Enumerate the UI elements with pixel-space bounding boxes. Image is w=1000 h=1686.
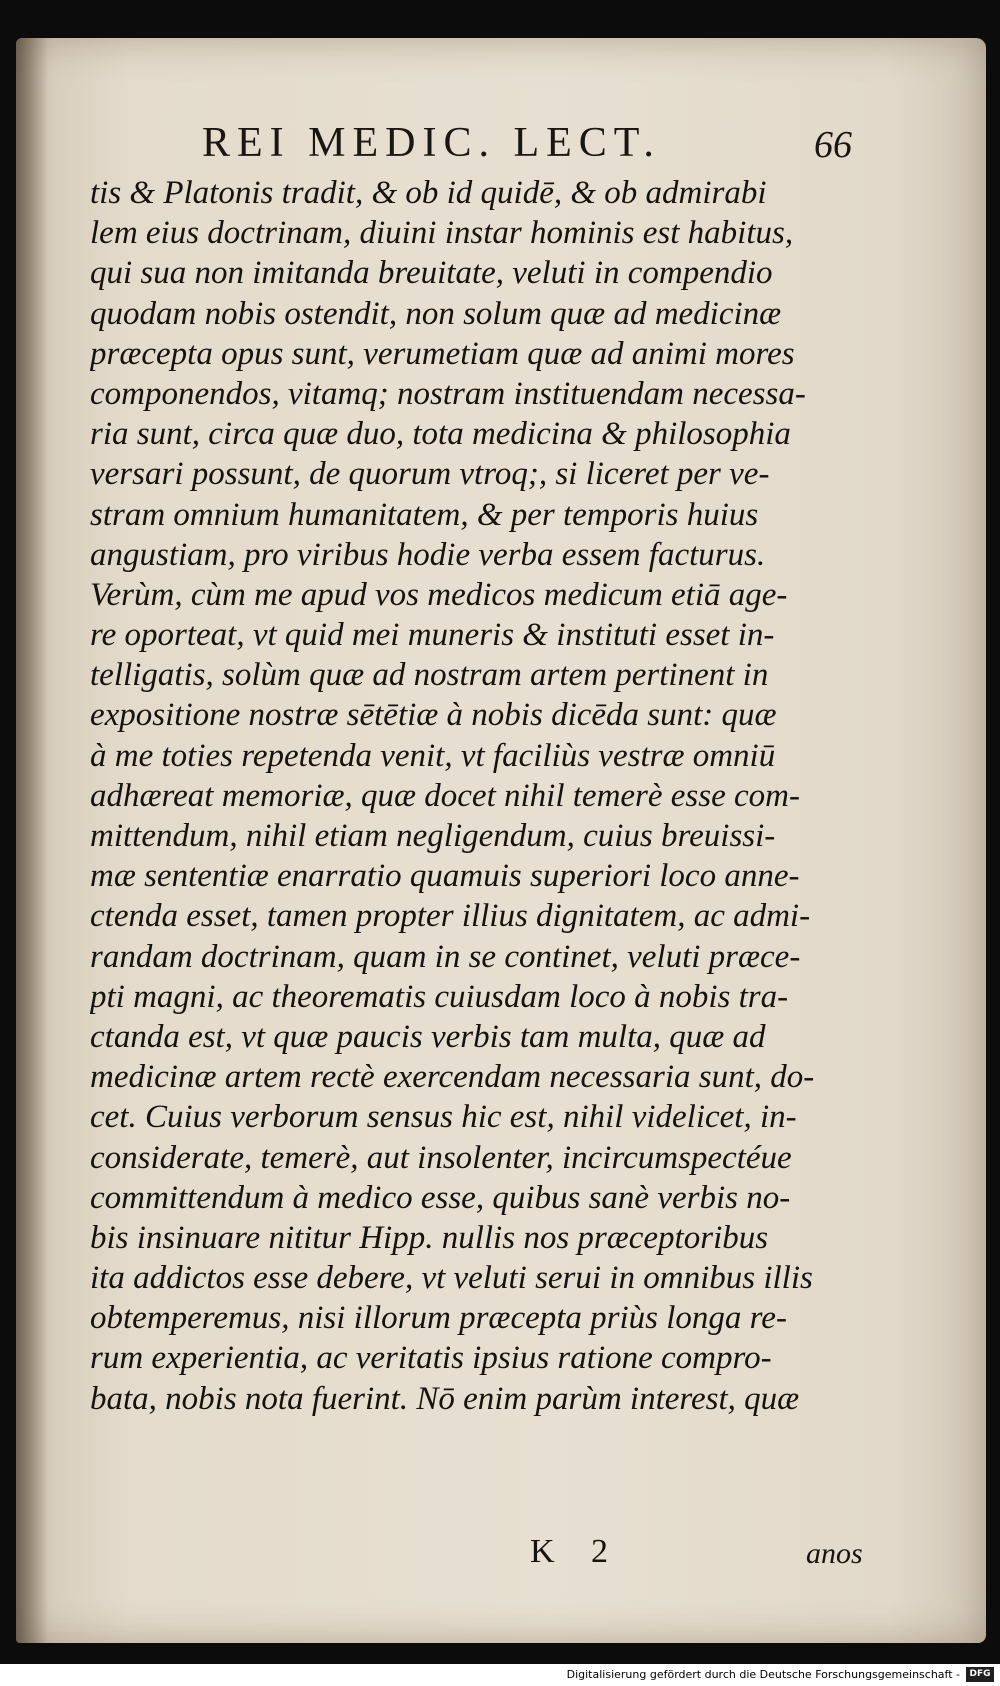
body-text	[90, 173, 876, 1419]
text-line: expositione nostræ sētētiæ à nobis dicēda sunt: quæ	[90, 697, 777, 734]
text-line: componendos, vitamq; nostram instituendam necessa-	[90, 375, 806, 412]
text-line: committendum à medico esse, quibus sanè verbis no-	[90, 1179, 791, 1216]
text-line: considerate, temerè, aut insolenter, incircumspectéue	[90, 1139, 792, 1176]
text-line: randam doctrinam, quam in se continet, veluti præce-	[90, 938, 801, 975]
text-line: tis & Platonis tradit, & ob id quidē, & ob admirabi	[90, 175, 767, 211]
running-head: REI MEDIC. LECT.	[202, 120, 661, 166]
text-line: stram omnium humanitatem, & per temporis huius	[90, 496, 759, 533]
text-line: Verùm, cùm me apud vos medicos medicum etiā age-	[90, 576, 788, 613]
text-line: obtemperemus, nisi illorum præcepta priùs longa re-	[90, 1300, 787, 1337]
page-header	[16, 118, 986, 168]
text-line: re oporteat, vt quid mei muneris & instituti esset in-	[90, 617, 775, 654]
text-line: à me toties repetenda venit, vt faciliùs vestræ omniū	[90, 737, 776, 774]
text-line: mæ sententiæ enarratio quamuis superiori loco anne-	[90, 858, 800, 895]
text-line: ctanda est, vt quæ paucis verbis tam multa, quæ ad	[90, 1018, 766, 1055]
page-number: 66	[814, 124, 852, 166]
text-line: rum experientia, ac veritatis ipsius ratione compro-	[90, 1340, 772, 1377]
signature-mark: K 2	[530, 1533, 623, 1570]
book-page	[16, 38, 986, 1643]
page-footer	[16, 1530, 986, 1574]
text-line: lem eius doctrinam, diuini instar hominis est habitus,	[90, 215, 794, 252]
text-line: cet. Cuius verborum sensus hic est, nihil videlicet, in-	[90, 1099, 797, 1136]
text-line: versari possunt, de quorum vtroq;, si liceret per ve-	[90, 456, 770, 493]
text-line: bata, nobis nota fuerint. Nō enim parùm interest, quæ	[90, 1380, 800, 1417]
dfg-logo-icon: DFG	[966, 1667, 994, 1682]
text-line: adhæreat memoriæ, quæ docet nihil temerè esse com-	[90, 777, 800, 814]
text-line: angustiam, pro viribus hodie verba essem facturus.	[90, 536, 766, 573]
text-line: bis insinuare nititur Hipp. nullis nos præceptoribus	[90, 1219, 769, 1256]
text-line: medicinæ artem rectè exercendam necessaria sunt, do-	[90, 1059, 815, 1096]
text-line: ita addictos esse debere, vt veluti serui in omnibus illis	[90, 1260, 813, 1297]
text-line: ria sunt, circa quæ duo, tota medicina & philosophia	[90, 416, 791, 453]
text-line: ctenda esset, tamen propter illius dignitatem, ac admi-	[90, 898, 811, 935]
text-line: pti magni, ac theorematis cuiusdam loco à nobis tra-	[90, 978, 789, 1015]
text-line: quodam nobis ostendit, non solum quæ ad medicinæ	[90, 295, 782, 332]
text-line: telligatis, solùm quæ ad nostram artem pertinent in	[90, 657, 769, 694]
text-line: mittendum, nihil etiam negligendum, cuius breuissi-	[90, 818, 776, 854]
catchword: anos	[806, 1537, 863, 1570]
text-line: qui sua non imitanda breuitate, veluti in compendio	[90, 255, 773, 292]
credit-bar	[0, 1664, 1000, 1686]
text-line: præcepta opus sunt, verumetiam quæ ad animi mores	[90, 335, 795, 372]
credit-text: Digitalisierung gefördert durch die Deutsche Forschungsgemeinschaft -	[566, 1668, 960, 1681]
